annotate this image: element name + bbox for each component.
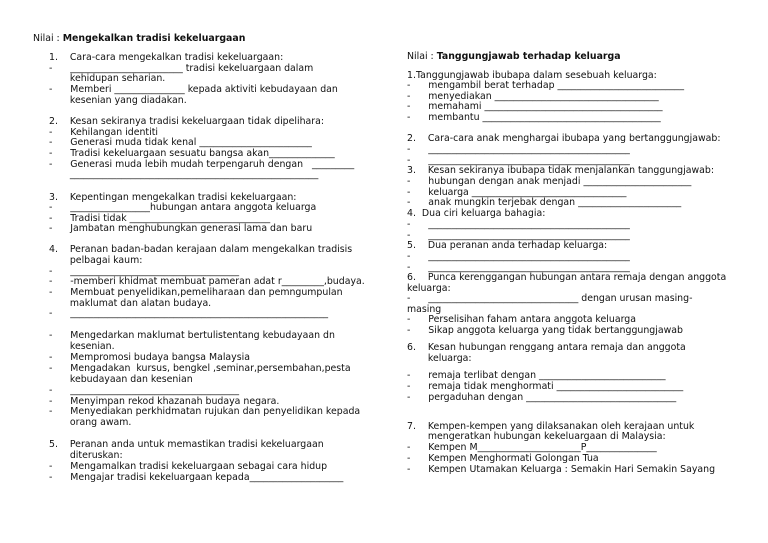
right-line: - ___________________________________________ bbox=[407, 251, 630, 262]
right-line: - membantu ______________________________________ bbox=[407, 112, 661, 123]
left-line: _____________________________________________________ bbox=[49, 169, 319, 180]
right-line: - ___________________________________________ bbox=[407, 144, 630, 155]
right-line: masing bbox=[407, 304, 442, 315]
left-line: - -memberi khidmat membuat pameran adat r_________,budaya. bbox=[49, 276, 365, 287]
left-line: 4. Peranan badan-badan kerajaan dalam mengekalkan tradisis bbox=[49, 244, 353, 255]
left-line: - Jambatan menghubungkan generasi lama dan baru bbox=[49, 223, 313, 234]
right-line: - keluarga _________________________________ bbox=[407, 187, 627, 198]
right-line: - anak mungkin terjebak dengan ______________________ bbox=[407, 197, 682, 208]
left-line: - Kehilangan identiti bbox=[49, 127, 158, 138]
right-heading-title: Tanggungjawab terhadap keluarga bbox=[436, 51, 621, 62]
left-line: - Menyimpan rekod khazanah budaya negara. bbox=[49, 396, 280, 407]
right-line: - menyediakan ___________________________________ bbox=[407, 91, 659, 102]
right-line: - Kempen Menghormati Golongan Tua bbox=[407, 453, 599, 464]
left-line: - Generasi muda tidak kenal ________________________ bbox=[49, 137, 312, 148]
left-line: - Mempromosi budaya bangsa Malaysia bbox=[49, 352, 250, 363]
left-heading-title: Mengekalkan tradisi kekeluargaan bbox=[62, 33, 246, 44]
right-line: - Kempen Utamakan Keluarga : Semakin Hari Semakin Sayang bbox=[407, 464, 716, 475]
left-heading bbox=[33, 34, 245, 43]
left-line: - ____________________________________ bbox=[49, 266, 240, 277]
right-line: - pergaduhan dengan ________________________________ bbox=[407, 392, 677, 403]
left-line: - ____________________________________ bbox=[49, 385, 240, 396]
left-line: orang awam. bbox=[49, 417, 132, 428]
right-line: 2. Cara-cara anak menghargai ibubapa yang bertanggungjawab: bbox=[407, 133, 721, 144]
left-line: 5. Peranan anda untuk memastikan tradisi kekeluargaan bbox=[49, 439, 324, 450]
right-line: - mengambil berat terhadap ___________________________ bbox=[407, 80, 685, 91]
right-line: keluarga: bbox=[407, 283, 451, 294]
left-line: - Mengadakan kursus, bengkel ,seminar,persembahan,pesta bbox=[49, 363, 351, 374]
right-line: - Kempen M______________________P_______________ bbox=[407, 442, 657, 453]
left-line: kehidupan seharian. bbox=[49, 73, 166, 84]
right-line: mengeratkan hubungan kekeluargaan di Malaysia: bbox=[407, 431, 666, 442]
right-line: 6. Kesan hubungan renggang antara remaja dan anggota bbox=[407, 342, 686, 353]
right-line: keluarga: bbox=[407, 353, 472, 364]
left-line: kesenian. bbox=[49, 341, 115, 352]
right-line: - ___________________________________________ bbox=[407, 230, 630, 241]
left-line: - Memberi _______________ kepada aktiviti kebudayaan dan bbox=[49, 84, 338, 95]
left-line: - ________________________ tradisi kekeluargaan dalam bbox=[49, 63, 314, 74]
left-line: - Mengajar tradisi kekeluargaan kepada____________________ bbox=[49, 472, 344, 483]
right-line: 7. Kempen-kempen yang dilaksanakan oleh kerajaan untuk bbox=[407, 421, 695, 432]
left-line: - Tradisi kekeluargaan sesuatu bangsa akan______________ bbox=[49, 148, 335, 159]
left-line: - Mengamalkan tradisi kekeluargaan sebagai cara hidup bbox=[49, 461, 328, 472]
right-line: - remaja terlibat dengan ___________________________ bbox=[407, 370, 666, 381]
right-line: 1.Tanggungjawab ibubapa dalam sesebuah keluarga: bbox=[407, 70, 657, 81]
right-line: 5. Dua peranan anda terhadap keluarga: bbox=[407, 240, 608, 251]
right-line: - ________________________________ dengan urusan masing- bbox=[407, 293, 693, 304]
right-line: - ___________________________________________ bbox=[407, 219, 630, 230]
left-line: - Mengedarkan maklumat bertulistentang kebudayaan dn bbox=[49, 330, 335, 341]
left-line: kesenian yang diadakan. bbox=[49, 95, 187, 106]
right-line: - remaja tidak menghormati ___________________________ bbox=[407, 381, 684, 392]
left-line: - _________________hubungan antara anggota keluarga bbox=[49, 202, 317, 213]
left-heading-prefix: Nilai : bbox=[33, 33, 63, 44]
right-line: - Sikap anggota keluarga yang tidak bertanggungjawab bbox=[407, 325, 683, 336]
left-line: diteruskan: bbox=[49, 450, 123, 461]
left-line: - Tradisi tidak ______________________________ bbox=[49, 213, 271, 224]
left-line: - Membuat penyelidikan,pemeliharaan dan pemngumpulan bbox=[49, 287, 343, 298]
right-line: - Perselisihan faham antara anggota keluarga bbox=[407, 314, 636, 325]
left-line: 2. Kesan sekiranya tradisi kekeluargaan tidak dipelihara: bbox=[49, 116, 325, 127]
left-line: - _______________________________________________________ bbox=[49, 308, 329, 319]
left-line: maklumat dan alatan budaya. bbox=[49, 298, 212, 309]
right-line: - ___________________________________________ bbox=[407, 262, 630, 273]
right-line: 4. Dua ciri keluarga bahagia: bbox=[407, 208, 546, 219]
right-line: - hubungan dengan anak menjadi _______________________ bbox=[407, 176, 692, 187]
left-line: pelbagai kaum: bbox=[49, 255, 143, 266]
right-heading-prefix: Nilai : bbox=[407, 51, 437, 62]
right-line: - ___________________________________________ bbox=[407, 155, 630, 166]
left-line: 3. Kepentingan mengekalkan tradisi kekeluargaan: bbox=[49, 192, 297, 203]
left-line: kebudayaan dan kesenian bbox=[49, 374, 193, 385]
left-line: 1. Cara-cara mengekalkan tradisi kekeluargaan: bbox=[49, 52, 284, 63]
right-heading bbox=[407, 52, 621, 61]
left-line: - Generasi muda lebih mudah terpengaruh dengan _________ bbox=[49, 159, 355, 170]
left-line: - Menyediakan perkhidmatan rujukan dan penyelidikan kepada bbox=[49, 406, 361, 417]
right-line: - memahami ______________________________________ bbox=[407, 101, 663, 112]
right-line: 3. Kesan sekiranya ibubapa tidak menjalankan tanggungjawab: bbox=[407, 165, 715, 176]
right-line: 6. Punca kerenggangan hubungan antara remaja dengan anggota bbox=[407, 272, 727, 283]
